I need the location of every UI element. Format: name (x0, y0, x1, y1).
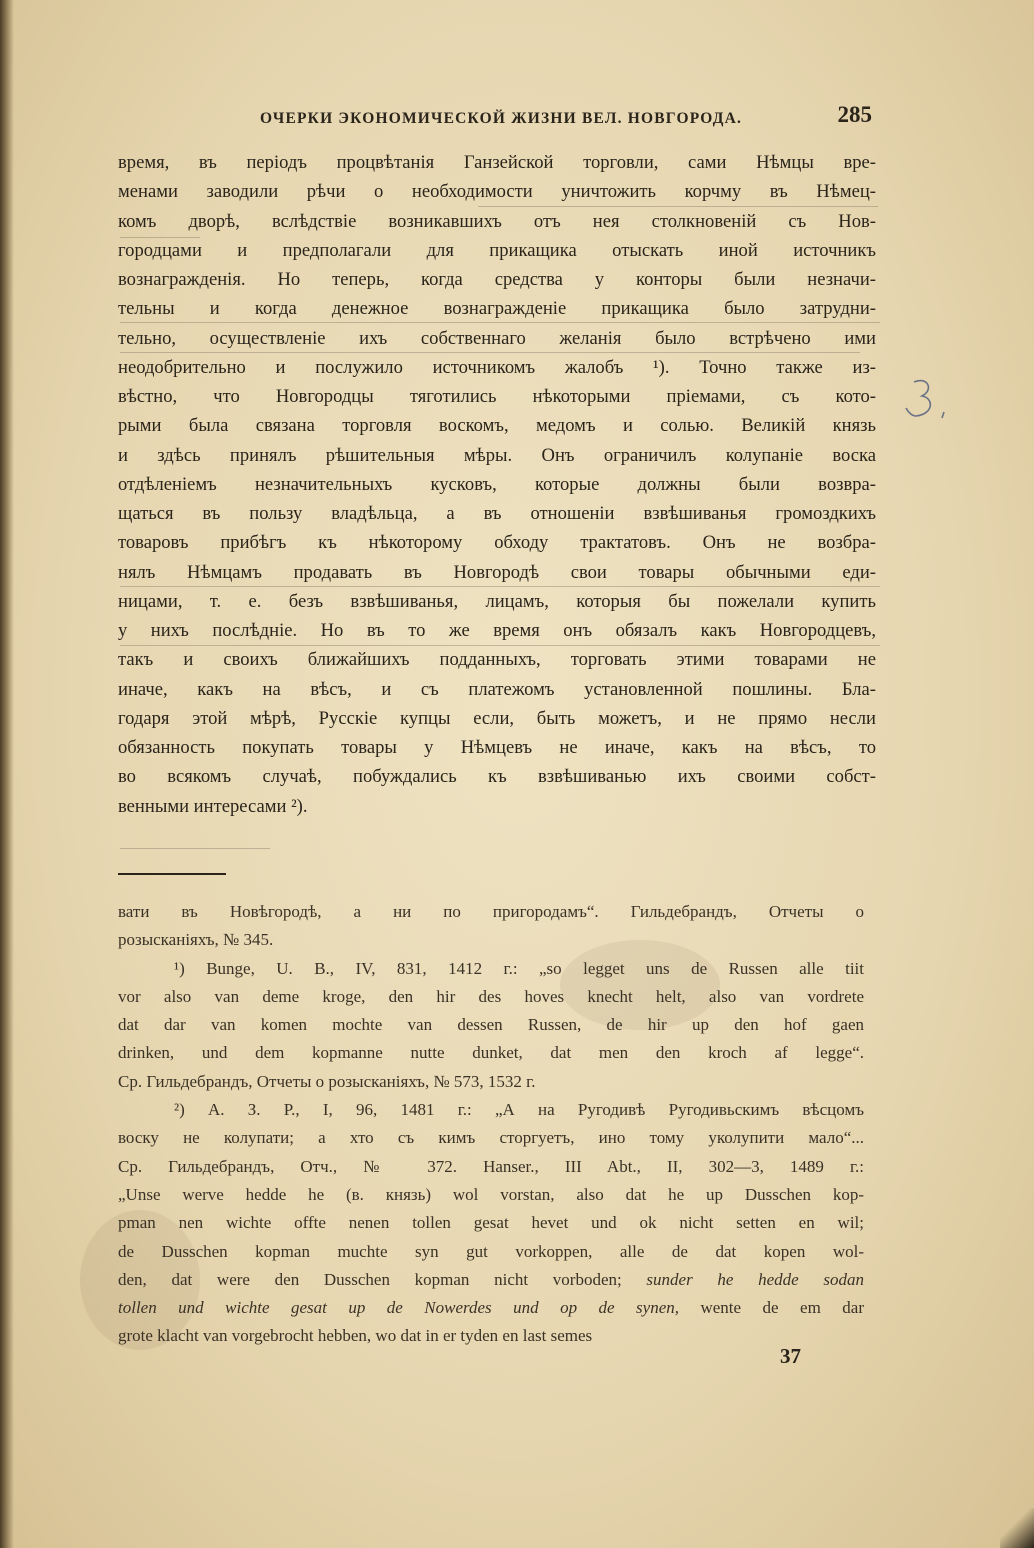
footnote-2-text: wente de em dar (679, 1298, 864, 1318)
text-line: менами заводили рѣчи о необходимости уничтожить корчму въ Нѣмец- (118, 181, 876, 203)
text-line: городцами и предполагали для прикащика отыскать иной источникъ (118, 239, 876, 261)
text-line: обязанность покупать товары у Нѣмцевъ не иначе, какъ на вѣсъ, то (118, 737, 876, 758)
signature-mark: 37 (780, 1344, 801, 1368)
footnote-line: dat dar van komen mochte van dessen Russen, de hir up den hof gaen (118, 1015, 864, 1035)
text-line: вѣстно, что Новгородцы тяготились нѣкоторыми пріемами, съ кото- (118, 386, 876, 407)
pencil-underline (120, 645, 880, 646)
text-line: иначе, какъ на вѣсъ, и съ платежомъ установленной пошлины. Бла- (118, 678, 876, 700)
footnote-2-line (118, 1294, 864, 1322)
text-line: ницами, т. е. безъ взвѣшиванья, лицамъ, которыя бы пожелали купить (118, 590, 876, 612)
footnote-line: de Dusschen kopman muchte syn gut vorkoppen, alle de dat kopen wol- (118, 1241, 864, 1261)
page-spine-shadow (0, 0, 14, 1548)
footnote-1 (118, 955, 864, 1096)
main-text (118, 148, 876, 821)
footnote-line: ²) А. З. Р., I, 96, 1481 г.: „А на Ругодивѣ Ругодивьскимъ вѣсцомъ (174, 1100, 864, 1120)
footnote-line: вати въ Новѣгородѣ, а ни по пригородамъ“. Гильдебрандъ, Отчеты о (118, 902, 864, 921)
footnote-2-line: grote klacht van vorgebrocht hebben, wo dat in er tyden en last semes (118, 1326, 593, 1346)
pencil-underline (120, 586, 880, 587)
text-line: у нихъ послѣдніе. Но въ то же время онъ обязалъ какъ Новгородцевъ, (118, 620, 876, 641)
page-header (230, 102, 876, 136)
footnotes (118, 898, 864, 1351)
text-line: такъ и своихъ ближайшихъ подданныхъ, торговать этими товарами не (118, 649, 876, 671)
pencil-underline (120, 322, 880, 323)
text-line: во всякомъ случаѣ, побуждались къ взвѣшиванью ихъ своими собст- (118, 766, 876, 788)
text-line: нялъ Нѣмцамъ продавать въ Новгородѣ свои товары обычными еди- (118, 561, 876, 583)
footnote-2-line (118, 1266, 864, 1294)
page-number: 285 (837, 102, 872, 127)
text-line: и здѣсь принялъ рѣшительныя мѣры. Онъ ограничилъ колупаніе воска (118, 444, 876, 466)
footnote-line: pman nen wichte offte nenen tollen gesat hevet und ok nicht setten en wil; (118, 1213, 864, 1233)
text-line: тельны и когда денежное вознагражденіе прикащика было затрудни- (118, 298, 876, 320)
text-line: неодобрительно и послужило источникомъ жалобъ ¹). Точно также из- (118, 356, 876, 378)
text-line: время, въ періодъ процвѣтанія Ганзейской торговли, сами Нѣмцы вре- (118, 152, 876, 173)
footnote-2-text: den, dat were den Dusschen kopman nicht vorboden; (118, 1269, 622, 1289)
text-line: комъ дворѣ, вслѣдствіе возникавшихъ отъ нея столкновеній съ Нов- (118, 210, 876, 232)
footnote-divider (118, 873, 226, 875)
text-line: тельно, осуществленіе ихъ собственнаго желанія было встрѣчено ими (118, 327, 876, 349)
footnote-line: розысканіяхъ, № 345. (118, 930, 274, 950)
footnote-line: Ср. Гильдебрандъ, Отчеты о розысканіяхъ, № 573, 1532 г. (118, 1071, 536, 1091)
pencil-underline (120, 352, 860, 353)
footnote-line: ¹) Bunge, U. B., IV, 831, 1412 г.: „so legget uns de Russen alle tiit (174, 958, 864, 978)
main-paragraph (118, 148, 876, 821)
text-line: товаровъ прибѣгъ къ нѣкоторому обходу трактатовъ. Онъ не возбра- (118, 532, 876, 554)
footnote-2 (118, 1096, 864, 1266)
footnote-line: vor also van deme kroge, den hir des hoves knecht helt, also van vordrete (118, 986, 864, 1006)
running-title: ОЧЕРКИ ЭКОНОМИЧЕСКОЙ ЖИЗНИ ВЕЛ. НОВГОРОДА. (260, 110, 743, 127)
footnote-continuation (118, 898, 864, 955)
footnote-line: воску не колупати; а хто съ кимъ сторгуетъ, ино тому уколупити мало“... (118, 1128, 864, 1148)
text-line: вознагражденія. Но теперь, когда средства у конторы были незначи- (118, 269, 876, 290)
footnote-2-italic: sunder he hedde sodan (621, 1269, 865, 1289)
margin-pencil-mark (900, 372, 950, 422)
text-line: годаря этой мѣрѣ, Русскіе купцы если, быть можетъ, и не прямо несли (118, 707, 876, 729)
pencil-underline (120, 237, 200, 238)
text-line: отдѣленіемъ незначительныхъ кусковъ, которые должны были возвра- (118, 473, 876, 495)
footnote-line: drinken, und dem kopmanne nutte dunket, dat men den kroch af legge“. (118, 1043, 864, 1063)
text-line: рыми была связана торговля воскомъ, медомъ и солью. Великій князь (118, 415, 876, 437)
pencil-underline (120, 848, 270, 849)
text-line: щаться въ пользу владѣльца, а въ отношеніи взвѣшиванья громоздкихъ (118, 503, 876, 524)
text-line: венными интересами ²). (118, 795, 308, 817)
footnote-2-italic: tollen und wichte gesat up de Nowerdes und op de synen, (118, 1298, 680, 1318)
page-corner-shadow (1000, 1508, 1034, 1548)
footnote-line: Ср. Гильдебрандъ, Отч., № 372. Hanser., III Abt., II, 302—3, 1489 г.: (118, 1156, 864, 1176)
footnote-line: „Unse werve hedde he (в. князь) wol vorstan, also dat he up Dusschen kop- (118, 1184, 864, 1204)
pencil-underline (478, 206, 878, 207)
